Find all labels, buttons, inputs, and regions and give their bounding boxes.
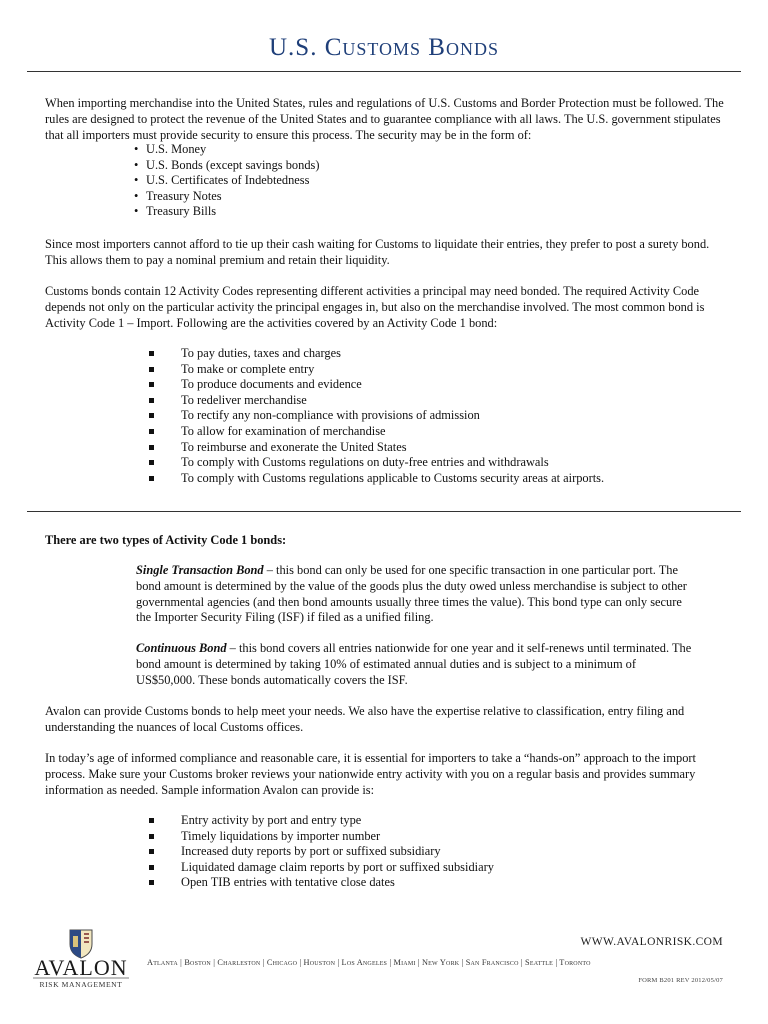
- list-item: Open TIB entries with tentative close dates: [147, 875, 707, 891]
- types-heading: There are two types of Activity Code 1 bonds:: [45, 533, 287, 547]
- list-item: To make or complete entry: [147, 362, 707, 378]
- list-item: • U.S. Money: [133, 142, 533, 158]
- list-item: Increased duty reports by port or suffixed subsidiary: [147, 844, 707, 860]
- single-transaction-text: – this bond can only be used for one specific transaction in one particular port. The bond amount is determined by the value of the goods plus the duty owed unless merchandise is subject to other governmental agencies (and then bond amounts usually three times the value). This bond type can only secure the Importer Security Filing (ISF) if filed as a unified filing.: [136, 563, 687, 625]
- title-divider: [27, 71, 741, 72]
- section-divider: [27, 511, 741, 512]
- list-item: • U.S. Bonds (except savings bonds): [133, 158, 533, 174]
- activity-codes-paragraph: Customs bonds contain 12 Activity Codes representing different activities a principal may need bonded. The required Activity Code depends not only on the particular activity the principal engages in, but also on the merchandise involved. The most common bond is Activity Code 1 – Import. Following are the activities covered by an Activity Code 1 bond:: [45, 284, 705, 330]
- list-item: Timely liquidations by importer number: [147, 829, 707, 845]
- form-number: FORM B201 REV 2012/05/07: [638, 977, 723, 984]
- logo-subtitle: RISK MANAGEMENT: [39, 980, 123, 989]
- single-transaction-title: Single Transaction Bond: [136, 563, 264, 577]
- logo-wordmark: AVALON: [34, 955, 128, 980]
- intro-paragraph: When importing merchandise into the United States, rules and regulations of U.S. Customs and Border Protection must be followed. The rules are designed to protect the revenue of the United States and to guarantee compliance with all laws. The U.S. government stipulates that all importers must provide security to ensure this process. The security may be in the form of:: [45, 96, 724, 142]
- single-transaction-paragraph: [136, 563, 696, 626]
- list-item: To produce documents and evidence: [147, 377, 707, 393]
- avalon-logo: [30, 928, 132, 992]
- list-item: To rectify any non-compliance with provisions of admission: [147, 408, 707, 424]
- shield-icon: [70, 930, 92, 958]
- continuous-text: – this bond covers all entries nationwide for one year and it self-renews until terminated. The bond amount is determined by taking 10% of estimated annual duties and is subject to a minimum of US$50,000. These bonds automatically covers the ISF.: [136, 641, 692, 687]
- continuous-title: Continuous Bond: [136, 641, 227, 655]
- list-item: Liquidated damage claim reports by port or suffixed subsidiary: [147, 860, 707, 876]
- liquidity-paragraph: Since most importers cannot afford to tie up their cash waiting for Customs to liquidate their entries, they prefer to post a surety bond. This allows them to pay a nominal premium and retain their liquidity.: [45, 237, 710, 267]
- website-link[interactable]: WWW.AVALONRISK.COM: [580, 936, 723, 948]
- compliance-paragraph: In today’s age of informed compliance and reasonable care, it is essential for importers to take a “hands-on” approach to the import process. Make sure your Customs broker reviews your nationwide entry activity with you on a regular basis and provides summary information as needed. Sample information Avalon can provide is:: [45, 751, 696, 797]
- activities-list: [147, 346, 707, 486]
- avalon-paragraph: Avalon can provide Customs bonds to help meet your needs. We also have the expertise relative to classification, entry filing and understanding the nuances of local Customs offices.: [45, 704, 685, 734]
- list-item: To pay duties, taxes and charges: [147, 346, 707, 362]
- list-item: To allow for examination of merchandise: [147, 424, 707, 440]
- sample-info-list: [147, 813, 707, 891]
- list-item: To comply with Customs regulations applicable to Customs security areas at airports.: [147, 471, 707, 487]
- list-item: • U.S. Certificates of Indebtedness: [133, 173, 533, 189]
- list-item: To reimburse and exonerate the United States: [147, 440, 707, 456]
- security-forms-list: [133, 142, 533, 220]
- list-item: Entry activity by port and entry type: [147, 813, 707, 829]
- list-item: To redeliver merchandise: [147, 393, 707, 409]
- office-locations: Atlanta | Boston | Charleston | Chicago | Houston | Los Angeles | Miami | New York | San Francisco | Seattle | Toronto: [147, 958, 591, 967]
- list-item: • Treasury Bills: [133, 204, 533, 220]
- continuous-paragraph: [136, 641, 696, 688]
- page-title: U.S. Customs Bonds: [268, 34, 499, 61]
- list-item: To comply with Customs regulations on duty-free entries and withdrawals: [147, 455, 707, 471]
- list-item: • Treasury Notes: [133, 189, 533, 205]
